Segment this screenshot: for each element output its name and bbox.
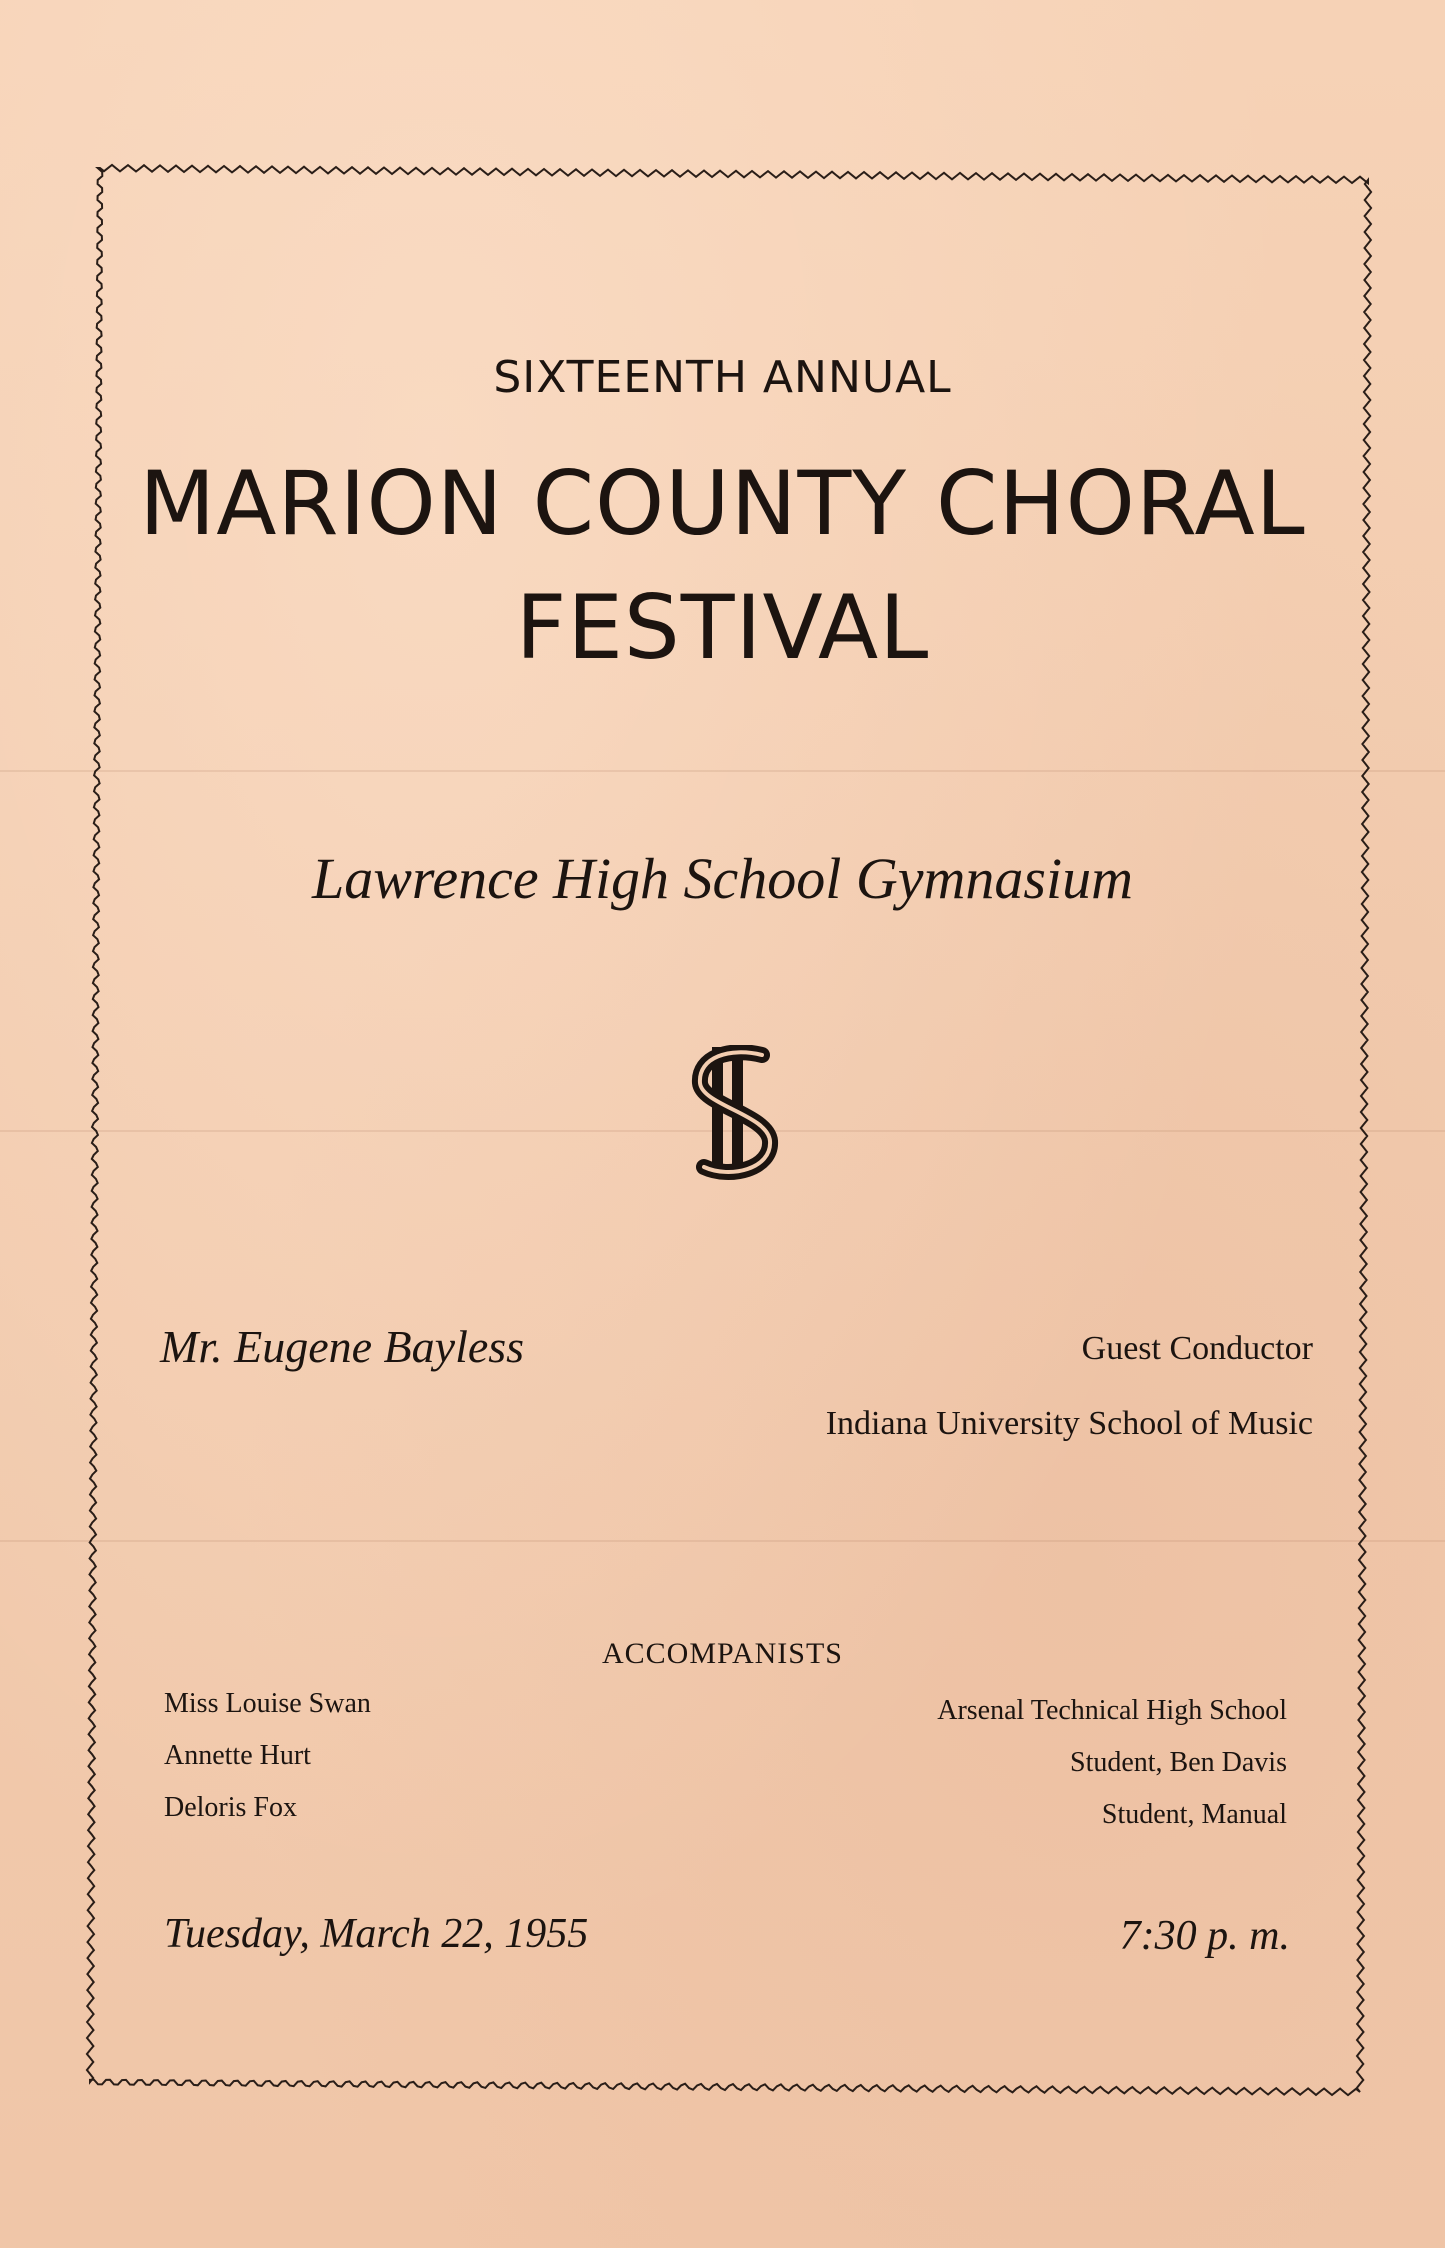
- event-date: Tuesday, March 22, 1955: [164, 1911, 589, 1957]
- event-time: 7:30 p. m.: [1119, 1913, 1290, 1959]
- festival-title: MARION COUNTY CHORAL: [139, 452, 1306, 555]
- festival-subtitle: SIXTEENTH ANNUAL: [493, 352, 952, 403]
- accompanists-heading: ACCOMPANISTS: [602, 1637, 843, 1670]
- accompanist-affiliation: Student, Manual: [1101, 1799, 1287, 1830]
- accompanist-affiliation: Arsenal Technical High School: [937, 1695, 1287, 1726]
- accompanist-name: Miss Louise Swan: [164, 1688, 371, 1719]
- accompanist-name: Deloris Fox: [164, 1792, 297, 1823]
- guest-conductor-affiliation: Indiana University School of Music: [825, 1405, 1313, 1442]
- guest-conductor-role: Guest Conductor: [1081, 1330, 1313, 1367]
- guest-conductor-name: Mr. Eugene Bayless: [160, 1321, 525, 1372]
- venue-name: Lawrence High School Gymnasium: [311, 846, 1134, 911]
- accompanist-affiliation: Student, Ben Davis: [1070, 1747, 1287, 1778]
- interlaced-letter-emblem-icon: [690, 1045, 780, 1180]
- festival-title-continued: FESTIVAL: [515, 576, 930, 679]
- accompanist-name: Annette Hurt: [164, 1740, 311, 1771]
